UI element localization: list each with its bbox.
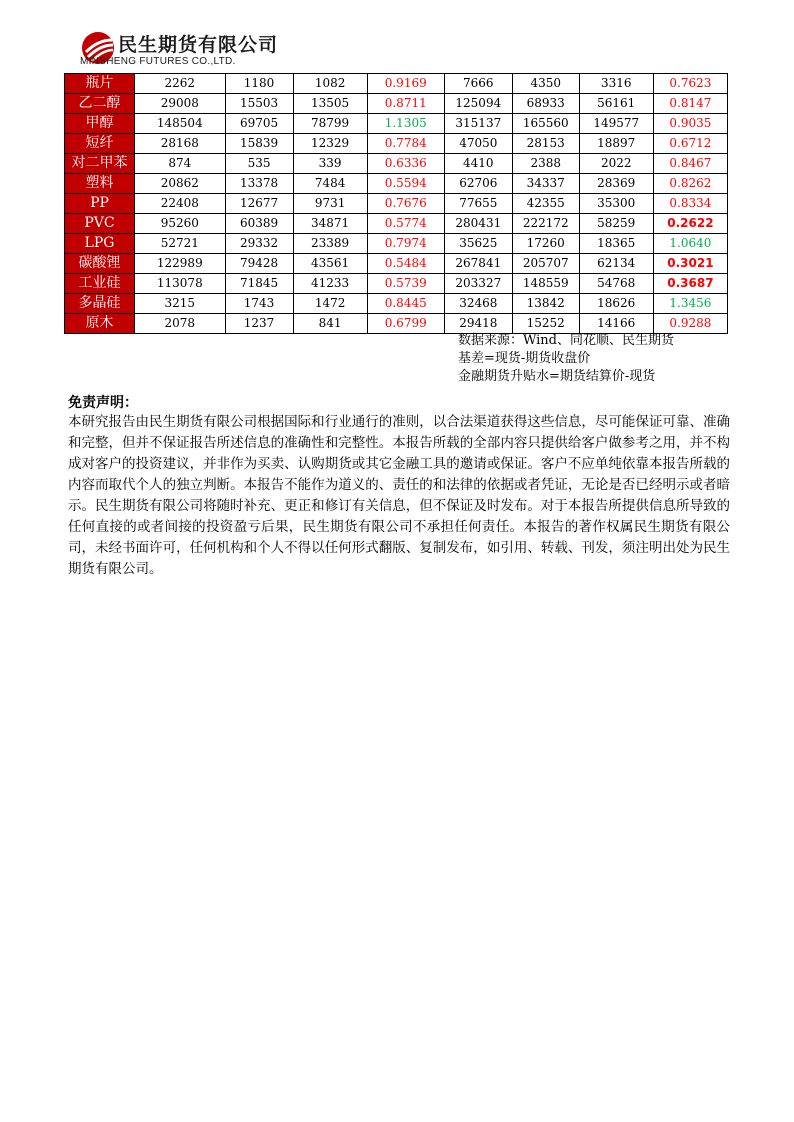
ratio-cell: 0.5774 bbox=[367, 214, 444, 234]
variety-name-cell: PP bbox=[65, 194, 135, 214]
variety-name-cell: 乙二醇 bbox=[65, 94, 135, 114]
value-cell: 17260 bbox=[512, 234, 579, 254]
table-row bbox=[65, 214, 728, 234]
value-cell: 339 bbox=[293, 154, 367, 174]
value-cell: 148559 bbox=[512, 274, 579, 294]
company-logo bbox=[80, 28, 300, 72]
value-cell: 78799 bbox=[293, 114, 367, 134]
value-cell: 1082 bbox=[293, 74, 367, 94]
table-row bbox=[65, 194, 728, 214]
ratio-cell: 0.5484 bbox=[367, 254, 444, 274]
variety-name-cell: 原木 bbox=[65, 314, 135, 334]
value-cell: 1180 bbox=[225, 74, 293, 94]
value-cell: 165560 bbox=[512, 114, 579, 134]
value-cell: 1743 bbox=[225, 294, 293, 314]
value-cell: 15252 bbox=[512, 314, 579, 334]
table-row bbox=[65, 154, 728, 174]
ratio-cell: 0.6336 bbox=[367, 154, 444, 174]
value-cell: 7484 bbox=[293, 174, 367, 194]
ratio-cell: 0.9169 bbox=[367, 74, 444, 94]
table-row bbox=[65, 174, 728, 194]
ratio-cell: 0.7676 bbox=[367, 194, 444, 214]
value-cell: 13505 bbox=[293, 94, 367, 114]
value-cell: 77655 bbox=[444, 194, 512, 214]
disclaimer-body: 本研究报告由民生期货有限公司根据国际和行业通行的准则，以合法渠道获得这些信息，尽可能保证可靠、准确和完整，但并不保证报告所述信息的准确性和完整性。本报告所载的全部内容只提供给客户做参考之用，并不构成对客户的投资建议，并非作为买卖、认购期货或其它金融工具的邀请或保证。客户不应单纯依靠本报告所载的内容而取代个人的独立判断。本报告不能作为道义的、责任的和法律的依据或者凭证，无论是否已经明示或者暗示。民生期货有限公司将随时补充、更正和修订有关信息，但不保证及时发布。对于本报告所提供信息所导致的任何直接的或者间接的投资盈亏后果，民生期货有限公司不承担任何责任。本报告的著作权属民生期货有限公司，未经书面许可，任何机构和个人不得以任何形式翻版、复制发布，如引用、转载、刊发，须注明出处为民生期货有限公司。 bbox=[68, 414, 730, 577]
value-cell: 95260 bbox=[135, 214, 226, 234]
variety-name-cell: 瓶片 bbox=[65, 74, 135, 94]
value-cell: 29332 bbox=[225, 234, 293, 254]
table-row bbox=[65, 294, 728, 314]
value-cell: 69705 bbox=[225, 114, 293, 134]
variety-name-cell: 对二甲苯 bbox=[65, 154, 135, 174]
value-cell: 23389 bbox=[293, 234, 367, 254]
ratio-cell: 0.5594 bbox=[367, 174, 444, 194]
table-body bbox=[65, 74, 728, 334]
value-cell: 60389 bbox=[225, 214, 293, 234]
value-cell: 56161 bbox=[579, 94, 653, 114]
value-cell: 35625 bbox=[444, 234, 512, 254]
ratio-cell: 0.8467 bbox=[653, 154, 727, 174]
note-source: 数据来源：Wind、同花顺、民生期货 bbox=[458, 333, 674, 348]
value-cell: 35300 bbox=[579, 194, 653, 214]
variety-name-cell: 塑料 bbox=[65, 174, 135, 194]
value-cell: 315137 bbox=[444, 114, 512, 134]
ratio-cell: 0.2622 bbox=[653, 214, 727, 234]
value-cell: 7666 bbox=[444, 74, 512, 94]
value-cell: 4410 bbox=[444, 154, 512, 174]
value-cell: 12677 bbox=[225, 194, 293, 214]
value-cell: 1237 bbox=[225, 314, 293, 334]
value-cell: 3215 bbox=[135, 294, 226, 314]
ratio-cell: 1.0640 bbox=[653, 234, 727, 254]
table-row bbox=[65, 274, 728, 294]
value-cell: 12329 bbox=[293, 134, 367, 154]
value-cell: 71845 bbox=[225, 274, 293, 294]
ratio-cell: 0.9035 bbox=[653, 114, 727, 134]
value-cell: 3316 bbox=[579, 74, 653, 94]
value-cell: 32468 bbox=[444, 294, 512, 314]
variety-name-cell: 甲醇 bbox=[65, 114, 135, 134]
value-cell: 113078 bbox=[135, 274, 226, 294]
value-cell: 29008 bbox=[135, 94, 226, 114]
value-cell: 28168 bbox=[135, 134, 226, 154]
value-cell: 148504 bbox=[135, 114, 226, 134]
ratio-cell: 1.3456 bbox=[653, 294, 727, 314]
value-cell: 2022 bbox=[579, 154, 653, 174]
value-cell: 205707 bbox=[512, 254, 579, 274]
value-cell: 68933 bbox=[512, 94, 579, 114]
value-cell: 2388 bbox=[512, 154, 579, 174]
value-cell: 28369 bbox=[579, 174, 653, 194]
ratio-cell: 0.7974 bbox=[367, 234, 444, 254]
value-cell: 149577 bbox=[579, 114, 653, 134]
table-row bbox=[65, 314, 728, 334]
variety-name-cell: PVC bbox=[65, 214, 135, 234]
value-cell: 18365 bbox=[579, 234, 653, 254]
value-cell: 22408 bbox=[135, 194, 226, 214]
table-row bbox=[65, 134, 728, 154]
ratio-cell: 0.8262 bbox=[653, 174, 727, 194]
ratio-cell: 0.3021 bbox=[653, 254, 727, 274]
ratio-cell: 0.8711 bbox=[367, 94, 444, 114]
value-cell: 18626 bbox=[579, 294, 653, 314]
ratio-cell: 0.6799 bbox=[367, 314, 444, 334]
value-cell: 20862 bbox=[135, 174, 226, 194]
value-cell: 54768 bbox=[579, 274, 653, 294]
note-basis: 基差=现货-期货收盘价 bbox=[458, 351, 591, 366]
value-cell: 79428 bbox=[225, 254, 293, 274]
ratio-cell: 0.7623 bbox=[653, 74, 727, 94]
value-cell: 41233 bbox=[293, 274, 367, 294]
value-cell: 14166 bbox=[579, 314, 653, 334]
ratio-cell: 1.1305 bbox=[367, 114, 444, 134]
value-cell: 58259 bbox=[579, 214, 653, 234]
table-notes bbox=[458, 332, 674, 386]
value-cell: 34337 bbox=[512, 174, 579, 194]
ratio-cell: 0.8334 bbox=[653, 194, 727, 214]
value-cell: 122989 bbox=[135, 254, 226, 274]
value-cell: 15839 bbox=[225, 134, 293, 154]
value-cell: 874 bbox=[135, 154, 226, 174]
value-cell: 62134 bbox=[579, 254, 653, 274]
value-cell: 2262 bbox=[135, 74, 226, 94]
value-cell: 9731 bbox=[293, 194, 367, 214]
value-cell: 34871 bbox=[293, 214, 367, 234]
variety-name-cell: 短纤 bbox=[65, 134, 135, 154]
logo-name-cn: 民生期货有限公司 bbox=[118, 34, 279, 56]
value-cell: 18897 bbox=[579, 134, 653, 154]
variety-name-cell: 碳酸锂 bbox=[65, 254, 135, 274]
value-cell: 42355 bbox=[512, 194, 579, 214]
ratio-cell: 0.7784 bbox=[367, 134, 444, 154]
futures-table bbox=[64, 73, 728, 334]
value-cell: 841 bbox=[293, 314, 367, 334]
value-cell: 28153 bbox=[512, 134, 579, 154]
value-cell: 1472 bbox=[293, 294, 367, 314]
ratio-cell: 0.3687 bbox=[653, 274, 727, 294]
value-cell: 15503 bbox=[225, 94, 293, 114]
value-cell: 4350 bbox=[512, 74, 579, 94]
variety-name-cell: LPG bbox=[65, 234, 135, 254]
variety-name-cell: 工业硅 bbox=[65, 274, 135, 294]
ratio-cell: 0.8147 bbox=[653, 94, 727, 114]
table-row bbox=[65, 234, 728, 254]
variety-name-cell: 多晶硅 bbox=[65, 294, 135, 314]
value-cell: 29418 bbox=[444, 314, 512, 334]
ratio-cell: 0.5739 bbox=[367, 274, 444, 294]
value-cell: 280431 bbox=[444, 214, 512, 234]
value-cell: 125094 bbox=[444, 94, 512, 114]
value-cell: 62706 bbox=[444, 174, 512, 194]
value-cell: 203327 bbox=[444, 274, 512, 294]
ratio-cell: 0.6712 bbox=[653, 134, 727, 154]
note-premium: 金融期货升贴水=期货结算价-现货 bbox=[458, 369, 656, 384]
value-cell: 52721 bbox=[135, 234, 226, 254]
ratio-cell: 0.8445 bbox=[367, 294, 444, 314]
value-cell: 267841 bbox=[444, 254, 512, 274]
table-row bbox=[65, 74, 728, 94]
value-cell: 43561 bbox=[293, 254, 367, 274]
table-row bbox=[65, 94, 728, 114]
value-cell: 13378 bbox=[225, 174, 293, 194]
value-cell: 13842 bbox=[512, 294, 579, 314]
value-cell: 2078 bbox=[135, 314, 226, 334]
logo-name-en: MINSHENG FUTURES CO.,LTD. bbox=[80, 56, 236, 67]
value-cell: 47050 bbox=[444, 134, 512, 154]
ratio-cell: 0.9288 bbox=[653, 314, 727, 334]
value-cell: 535 bbox=[225, 154, 293, 174]
table-row bbox=[65, 114, 728, 134]
value-cell: 222172 bbox=[512, 214, 579, 234]
disclaimer-title: 免责声明： bbox=[68, 395, 138, 411]
table-row bbox=[65, 254, 728, 274]
